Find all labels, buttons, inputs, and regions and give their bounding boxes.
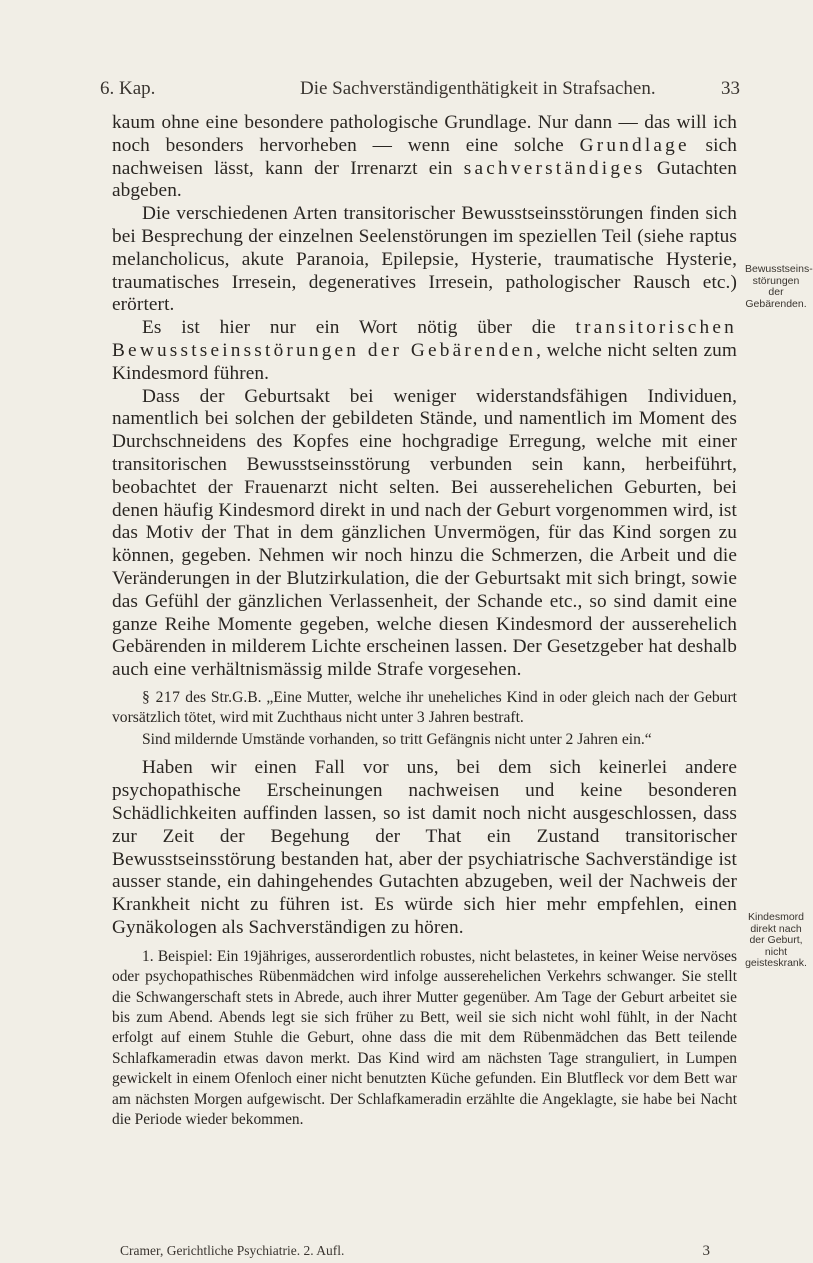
chapter-number: 6. Kap. <box>100 78 156 99</box>
footer-author: Cramer, <box>120 1243 164 1258</box>
paragraph-1: kaum ohne eine besondere pathologische Grundlage. Nur dann — das will ich noch besonders hervorheben — wenn eine solche Grundlage sich nachweisen lässt, kann der Irrenarzt ein sachverständiges Gutachten abgeben. <box>112 112 738 202</box>
section-ref: § 217 <box>142 688 181 706</box>
main-text <box>112 112 737 1130</box>
margin-note-bewusstseinsstoerungen: Bewusstseins-störungen der Gebärenden. <box>745 263 813 310</box>
running-header <box>100 78 740 104</box>
quote-paragraph-2: Sind mildernde Umstände vorhanden, so tritt Gefängnis nicht unter 2 Jahren ein.“ <box>142 730 652 748</box>
paragraph-4: Dass der Geburtsakt bei weniger widerstandsfähigen Individuen, namentlich bei solchen der gebildeten Stände, und namentlich im Moment des Durchschneidens des Kopfes eine hochgradige Erregung, welche mit einer transitorischen Bewusstseinsstörung verbunden sein kann, herbeiführt, beobachtet der Frauenarzt nicht selten. Bei ausserehelichen Geburten, bei denen häufig Kindesmord direkt in und nach der Geburt vorgenommen wird, ist das Motiv der That in dem gänzlichen Unvermögen, für das Kind sorgen zu können, gegeben. Nehmen wir noch hinzu die Schmerzen, die Arbeit und die Veränderungen in der Blutzirkulation, die der Geburtsakt mit sich bringt, sowie das Gefühl der gänzlichen Verlassenheit, der Schande etc., so sind damit eine ganze Reihe Momente gegeben, welche diesen Kindesmord der ausserehelich Gebärenden in milderem Lichte erscheinen lassen. Der Gesetzgeber hat deshalb auch eine verhältnismässig milde Strafe vorgesehen. <box>112 385 737 681</box>
emphasis-transitorische-stoerungen: transitorischen Bewusstseinsstörungen der Gebärenden <box>112 317 737 361</box>
running-title: Die Sachverständigenthätigkeit in Strafsachen. <box>300 78 656 99</box>
footer-book-title: Gerichtliche Psychiatrie. 2. Aufl. <box>163 1243 345 1258</box>
emphasis-grundlage: Grundlage <box>579 134 690 156</box>
paragraph-5: Haben wir einen Fall vor uns, bei dem sich keinerlei andere psychopathische Erscheinungen nachweisen und keine besonderen Schädlichkeiten auffinden lassen, so ist damit noch nicht ausgeschlossen, dass zur Zeit der Begehung der That ein Zustand transitorischer Bewusstseinsstörung bestanden hat, aber der psychiatrische Sachverständige ist ausser stande, ein dahingehendes Gutachten abzugeben, weil der Nachweis der Krankheit nicht zu führen ist. Es würde sich hier mehr empfehlen, einen Gynäkologen als Sachverständigen zu hören. <box>112 757 737 938</box>
example-block <box>112 947 737 1131</box>
margin-note-kindesmord: Kindesmord direkt nach der Geburt, nicht geisteskrank. <box>745 911 807 969</box>
paragraph-2: Die verschiedenen Arten transitorischer Bewusstseinsstörungen finden sich bei Besprechung der einzelnen Seelenstörungen im speziellen Teil (siehe raptus melancholicus, akute Paranoia, Epilepsie, Hysterie, traumatische Hysterie, traumatisches Irresein, degeneratives Irresein, pathologischer Rausch etc.) erörtert. <box>112 203 737 316</box>
emphasis-sachverstaendiges: sachverständiges <box>463 157 646 179</box>
legal-quote <box>112 688 737 749</box>
page-number: 33 <box>721 78 740 99</box>
example-paragraph: 1. Beispiel: Ein 19jähriges, ausserordentlich robustes, nicht belastetes, in keiner Weise nervöses oder psychopathisches Rübenmädchen wird infolge ausserehelichen Verkehrs schwanger. Sie stellt die Schwangerschaft stets in Abrede, auch ihrer Mutter gegenüber. Am Tage der Geburt arbeitet sie bis zum Abend. Abends legt sie sich früher zu Bett, weil sie sich nicht wohl fühlt, in der Nacht erfolgt auf einem Stuhle die Geburt, ohne dass die mit dem Rübenmädchen das Bett teilende Schlafkameradin etwas davon merkt. Das Kind wird am nächsten Tage stranguliert, in Lumpen gewickelt in einem Ofenloch einer nicht benutzten Küche gefunden. Ein Blutfleck vor dem Bett war am nächsten Morgen aufgewischt. Der Schlafkameradin erzählte die Angeklagte, sie habe bei Nacht die Periode wieder bekommen. <box>112 947 738 1128</box>
page-footer <box>120 1243 720 1261</box>
example-label: 1. Beispiel: <box>142 947 213 965</box>
paragraph-3: Es ist hier nur ein Wort nötig über die transitorischen Bewusstseinsstörungen der Gebärenden, welche nicht selten zum Kindesmord führen. <box>112 317 737 384</box>
quote-paragraph-1: § 217 des Str.G.B. „Eine Mutter, welche ihr uneheliches Kind in oder gleich nach der Geburt vorsätzlich tötet, wird mit Zuchthaus nicht unter 3 Jahren bestraft. <box>112 688 737 726</box>
signature-mark: 3 <box>702 1243 710 1259</box>
